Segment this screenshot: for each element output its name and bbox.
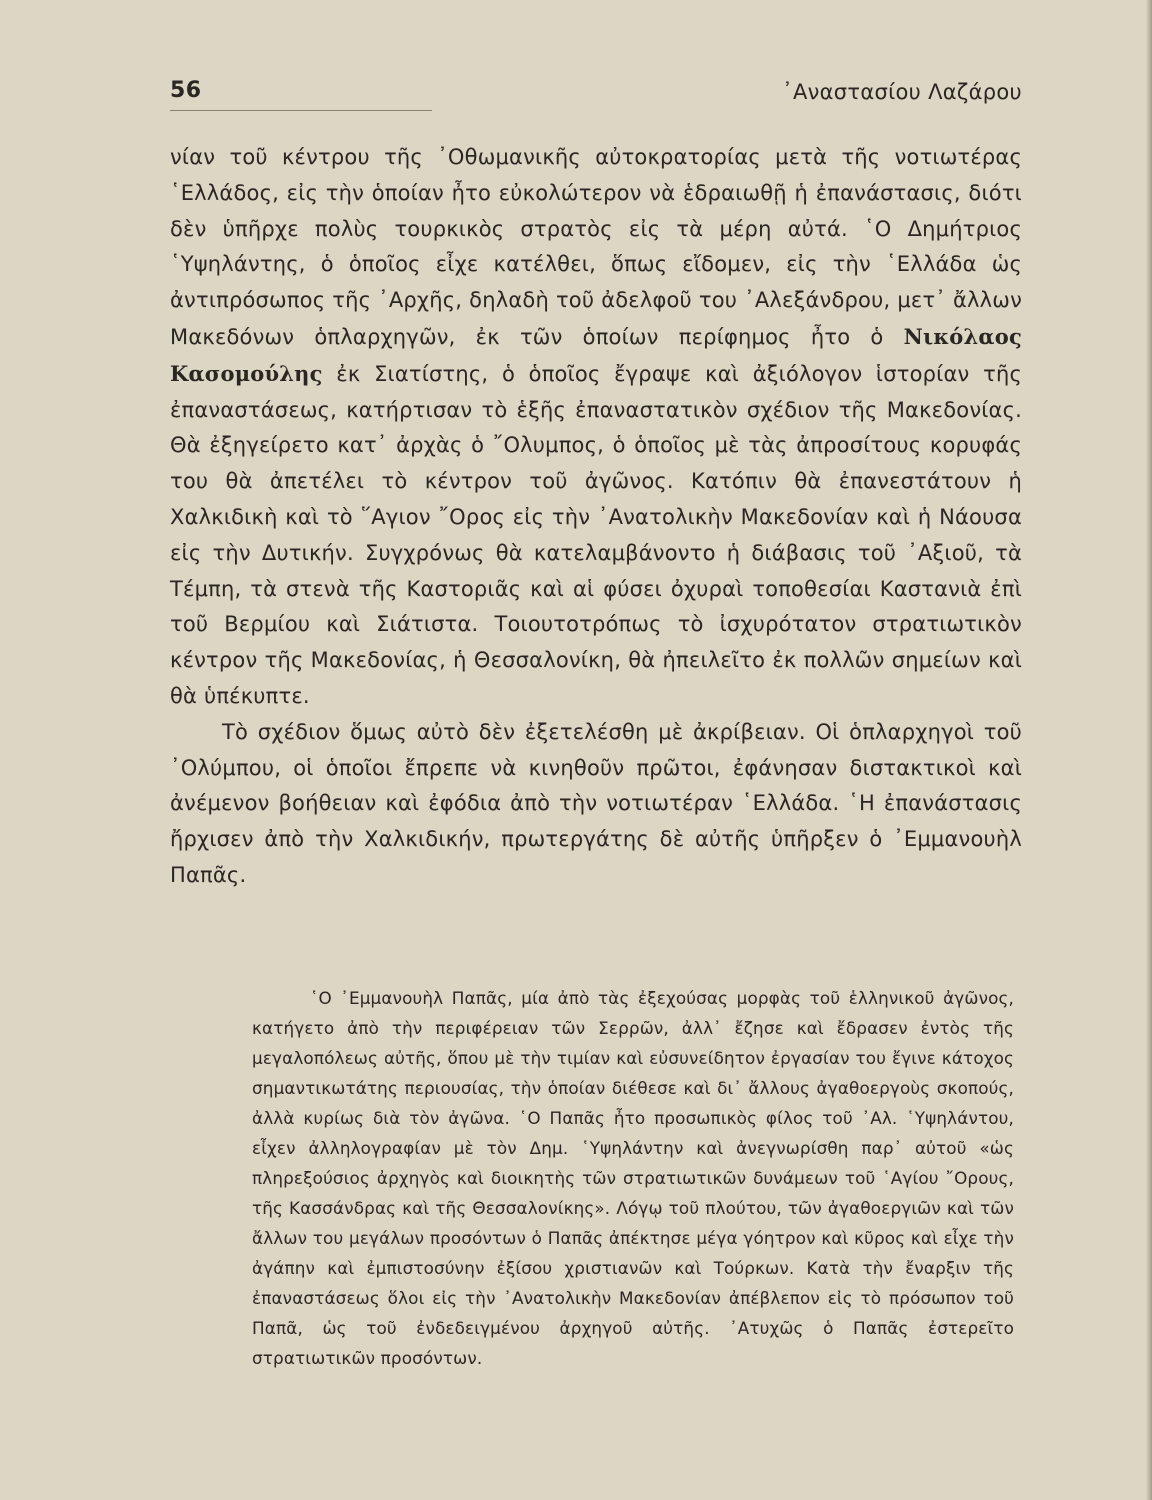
- paragraph-1-continued: ἐκ Σιατίστης, ὁ ὁποῖος ἔγραψε καὶ ἀξιόλογον ἱστορίαν τῆς ἐπαναστάσεως, κατήρτισαν τὸ ἑξῆς ἐπαναστατικὸν σχέδιον τῆς Μακεδονίας. Θὰ ἐξηγείρετο κατ᾿ ἀρχὰς ὁ ῎Ολυμπος, ὁ ὁποῖος μὲ τὰς ἀπροσίτους κορυφάς του θὰ ἀπετέλει τὸ κέντρον τοῦ ἀγῶνος. Κατόπιν θὰ ἐπανεστάτουν ἡ Χαλκιδικὴ καὶ τὸ ῞Αγιον ῎Ορος εἰς τὴν ᾿Ανατολικὴν Μακεδονίαν καὶ ἡ Νάουσα εἰς τὴν Δυτικήν. Συγχρόνως θὰ κατελαμβάνοντο ἡ διάβασις τοῦ ᾿Αξιοῦ, τὰ Τέμπη, τὰ στενὰ τῆς Καστοριᾶς καὶ αἱ φύσει ὀχυραὶ τοποθεσίαι Καστανιὰ ἐπὶ τοῦ Βερμίου καὶ Σιάτιστα. Τοιουτοτρόπως τὸ ἰσχυρότατον στρατιωτικὸν κέντρον τῆς Μακεδονίας, ἡ Θεσσαλονίκη, θὰ ἠπειλεῖτο ἐκ πολλῶν σημείων καὶ θὰ ὑπέκυπτε.: [170, 361, 1022, 708]
- header-rule: [170, 110, 432, 111]
- paragraph-2: Τὸ σχέδιον ὅμως αὐτὸ δὲν ἐξετελέσθη μὲ ἀκρίβειαν. Οἱ ὁπλαρχηγοὶ τοῦ ᾿Ολύμπου, οἱ ὁποῖοι ἔπρεπε νὰ κινηθοῦν πρῶτοι, ἐφάνησαν διστακτικοὶ καὶ ἀνέμενον βοήθειαν καὶ ἐφόδια ἀπὸ τὴν νοτιωτέραν ῾Ελλάδα. ῾Η ἐπανάστασις ἤρχισεν ἀπὸ τὴν Χαλκιδικήν, πρωτεργάτης δὲ αὐτῆς ὑπῆρξεν ὁ ᾿Εμμανουὴλ Παπᾶς.: [170, 719, 1022, 887]
- page-header: [170, 74, 1022, 114]
- main-text: [170, 140, 1022, 894]
- bold-name: Νικόλαος Κασομούλης: [170, 323, 1022, 386]
- paragraph-1: [170, 140, 1022, 715]
- page-edge-shadow: [1146, 0, 1152, 1500]
- running-title: ᾿Αναστασίου Λαζάρου: [782, 80, 1022, 104]
- paragraph-1-text: νίαν τοῦ κέντρου τῆς ᾿Οθωμανικῆς αὐτοκρατορίας μετὰ τῆς νοτιωτέρας ῾Ελλάδος, εἰς τὴν ὁποίαν ἦτο εὐκολώτερον νὰ ἑδραιωθῇ ἡ ἐπανάστασις, διότι δὲν ὑπῆρχε πολὺς τουρκικὸς στρατὸς εἰς τὰ μέρη αὐτά. ῾Ο Δημήτριος ῾Υψηλάντης, ὁ ὁποῖος εἶχε κατέλθει, ὅπως εἴδομεν, εἰς τὴν ῾Ελλάδα ὡς ἀντιπρόσωπος τῆς ᾿Αρχῆς, δηλαδὴ τοῦ ἀδελφοῦ του ᾿Αλεξάνδρου, μετ᾿ ἄλλων Μακεδόνων ὁπλαρχηγῶν, ἐκ τῶν ὁποίων περίφημος ἦτο ὁ: [170, 145, 1022, 349]
- footnote: ῾Ο ᾿Εμμανουὴλ Παπᾶς, μία ἀπὸ τὰς ἐξεχούσας μορφὰς τοῦ ἑλληνικοῦ ἀγῶνος, κατήγετο ἀπὸ τὴν περιφέρειαν τῶν Σερρῶν, ἀλλ᾿ ἔζησε καὶ ἔδρασεν ἐντὸς τῆς μεγαλοπόλεως αὐτῆς, ὅπου μὲ τὴν τιμίαν καὶ εὐσυνείδητον ἐργασίαν του ἔγινε κάτοχος σημαντικωτάτης περιουσίας, τὴν ὁποίαν διέθεσε καὶ δι᾿ ἄλλους ἀγαθοεργοὺς σκοπούς, ἀλλὰ κυρίως διὰ τὸν ἀγῶνα. ῾Ο Παπᾶς ἦτο προσωπικὸς φίλος τοῦ ᾿Αλ. ῾Υψηλάντου, εἶχεν ἀλληλογραφίαν μὲ τὸν Δημ. ῾Υψηλάντην καὶ ἀνεγνωρίσθη παρ᾿ αὐτοῦ «ὡς πληρεξούσιος ἀρχηγὸς καὶ διοικητὴς τῶν στρατιωτικῶν δυνάμεων τοῦ ῾Αγίου ῎Ορους, τῆς Κασσάνδρας καὶ τῆς Θεσσαλονίκης». Λόγῳ τοῦ πλούτου, τῶν ἀγαθοεργιῶν καὶ τῶν ἄλλων του μεγάλων προσόντων ὁ Παπᾶς ἀπέκτησε μέγα γόητρον καὶ κῦρος καὶ εἶχε τὴν ἀγάπην καὶ ἐμπιστοσύνην ἐξίσου χριστιανῶν καὶ Τούρκων. Κατὰ τὴν ἔναρξιν τῆς ἐπαναστάσεως ὅλοι εἰς τὴν ᾿Ανατολικὴν Μακεδονίαν ἀπέβλεπον εἰς τὸ πρόσωπον τοῦ Παπᾶ, ὡς τοῦ ἐνδεδειγμένου ἀρχηγοῦ αὐτῆς. ᾿Ατυχῶς ὁ Παπᾶς ἐστερεῖτο στρατιωτικῶν προσόντων.: [252, 987, 1014, 1368]
- page-number: 56: [170, 78, 202, 103]
